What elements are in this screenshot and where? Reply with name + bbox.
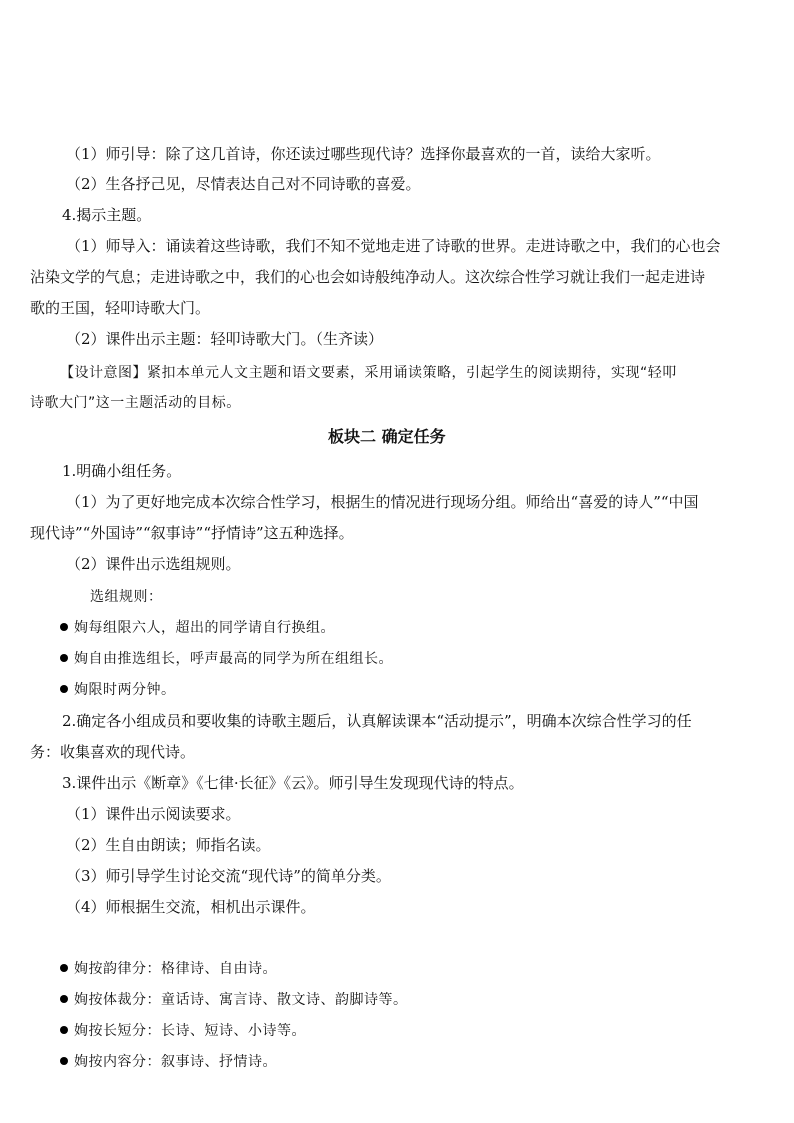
design-intent-line-2: 诗歌大门”这一主题活动的目标。 bbox=[30, 395, 241, 411]
step-reveal-theme: 4.揭示主题。 bbox=[62, 206, 152, 224]
rule-item: 姰限时两分钟。 bbox=[60, 679, 176, 701]
paragraph-student-opinions: （2）生各抒己见，尽情表达自己对不同诗歌的喜爱。 bbox=[66, 175, 421, 193]
category-item: 姰按内容分：叙事诗、抒情诗。 bbox=[60, 1051, 277, 1073]
paragraph-show-theme: （2）课件出示主题：轻叩诗歌大门。（生齐读） bbox=[66, 330, 384, 348]
rule-item: 姰自由推选组长，呼声最高的同学为所在组组长。 bbox=[60, 648, 393, 670]
sub-step-3: （3）师引导学生讨论交流“现代诗”的简单分类。 bbox=[66, 867, 391, 885]
paragraph-confirm-line-2: 务：收集喜欢的现代诗。 bbox=[30, 743, 196, 761]
paragraph-guide-question: （1）师引导：除了这几首诗，你还读过哪些现代诗？选择你最喜欢的一首，读给大家听。 bbox=[66, 145, 661, 163]
rule-item: 姰每组限六人，超出的同学请自行换组。 bbox=[60, 617, 335, 639]
paragraph-intro-line-2: 沾染文学的气息；走进诗歌之中，我们的心也会如诗般纯净动人。这次综合性学习就让我们一起走进诗 bbox=[30, 268, 706, 286]
category-item: 姰按长短分：长诗、短诗、小诗等。 bbox=[60, 1020, 306, 1042]
bullet-icon bbox=[60, 964, 68, 972]
paragraph-show-poems: 3.课件出示《断章》《七律·长征》《云》。师引导生发现现代诗的特点。 bbox=[62, 774, 524, 792]
paragraph-show-rules: （2）课件出示选组规则。 bbox=[66, 555, 241, 573]
rules-title: 选组规则： bbox=[90, 589, 163, 605]
sub-step-1: （1）课件出示阅读要求。 bbox=[66, 805, 241, 823]
bullet-icon bbox=[60, 623, 68, 631]
sub-step-4: （4）师根据生交流，相机出示课件。 bbox=[66, 898, 316, 916]
paragraph-intro-line-3: 歌的王国，轻叩诗歌大门。 bbox=[30, 299, 211, 317]
paragraph-grouping-line-1: （1）为了更好地完成本次综合性学习，根据生的情况进行现场分组。师给出“喜爱的诗人”“中国 bbox=[66, 493, 699, 511]
category-item: 姰按韵律分：格律诗、自由诗。 bbox=[60, 958, 277, 980]
paragraph-intro-line-1: （1）师导入：诵读着这些诗歌，我们不知不觉地走进了诗歌的世界。走进诗歌之中，我们的心也会 bbox=[66, 237, 721, 255]
category-item: 姰按体裁分：童话诗、寓言诗、散文诗、韵脚诗等。 bbox=[60, 989, 408, 1011]
section-title: 板块二 确定任务 bbox=[328, 427, 446, 446]
design-intent-line-1: 【设计意图】紧扣本单元人文主题和语文要素，采用诵读策略，引起学生的阅读期待，实现“轻叩 bbox=[60, 365, 677, 381]
step-group-task: 1.明确小组任务。 bbox=[62, 462, 182, 480]
bullet-icon bbox=[60, 1057, 68, 1065]
bullet-icon bbox=[60, 1026, 68, 1034]
bullet-icon bbox=[60, 995, 68, 1003]
sub-step-2: （2）生自由朗读；师指名读。 bbox=[66, 836, 271, 854]
paragraph-confirm-line-1: 2.确定各小组成员和要收集的诗歌主题后，认真解读课本“活动提示”，明确本次综合性学习的任 bbox=[62, 712, 692, 730]
paragraph-grouping-line-2: 现代诗”“外国诗”“叙事诗”“抒情诗”这五种选择。 bbox=[30, 524, 354, 542]
bullet-icon bbox=[60, 654, 68, 662]
bullet-icon bbox=[60, 685, 68, 693]
